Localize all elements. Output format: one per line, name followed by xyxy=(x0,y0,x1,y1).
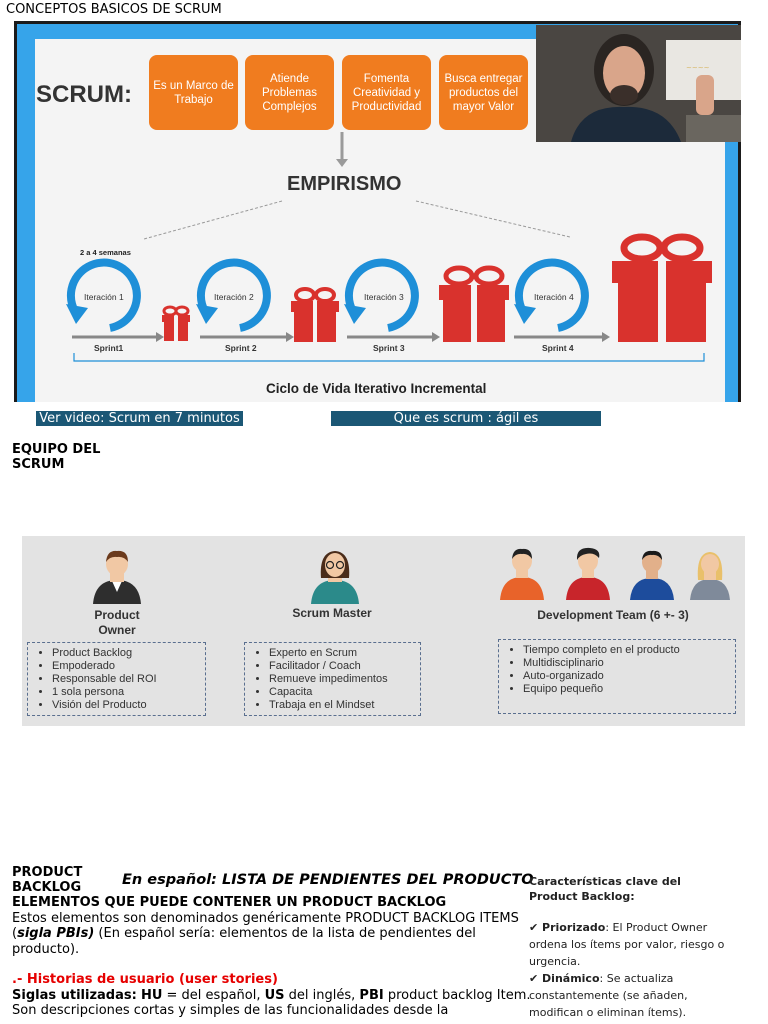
backlog-title: PRODUCT BACKLOG xyxy=(12,865,83,895)
characteristic-dinamico: ✔ Dinámico: Se actualiza constantemente (se añaden, modifican o eliminan ítems). xyxy=(529,972,688,1019)
list-item: • Visión del Producto xyxy=(52,699,199,712)
list-item: • Equipo pequeño xyxy=(523,683,729,696)
user-stories-heading: .- Historias de usuario (user stories) xyxy=(12,972,278,987)
sprint-3-label: Sprint 3 xyxy=(373,343,405,353)
iteration-2-label: Iteración 2 xyxy=(214,292,254,302)
scrum-master-list xyxy=(244,642,421,716)
scrum-team-diagram xyxy=(22,536,745,726)
siglas-line: Siglas utilizadas: HU = del español, US del inglés, PBI product backlog Item. xyxy=(12,987,531,1003)
concept-box-4: Busca entregar productos del mayor Valor xyxy=(439,55,528,130)
list-item: • Capacita xyxy=(269,686,414,699)
scrum-overview-slide xyxy=(14,21,741,402)
product-owner-title: Product Owner xyxy=(94,608,140,637)
list-item: • Trabaja en el Mindset xyxy=(269,699,414,712)
video-link-scrum-7min[interactable]: Ver video: Scrum en 7 minutos xyxy=(36,411,243,426)
concept-box-1: Es un Marco de Trabajo xyxy=(149,55,238,130)
gift-increment-icon xyxy=(610,233,714,343)
sprint-duration: 2 a 4 semanas xyxy=(80,248,131,257)
sprint-1-label: Sprint1 xyxy=(94,343,124,353)
presenter-webcam xyxy=(536,25,741,142)
svg-text:~~~~: ~~~~ xyxy=(686,64,710,72)
developer-avatar-icon xyxy=(498,546,546,600)
dev-team-list xyxy=(498,639,736,714)
backlog-last-line: Son descripciones cortas y simples de las funcionalidades desde la xyxy=(12,1003,449,1018)
empirismo-label: EMPIRISMO xyxy=(287,173,402,195)
gift-increment-icon xyxy=(160,305,192,342)
concept-box-3: Fomenta Creatividad y Productividad xyxy=(342,55,431,130)
list-item: • Responsable del ROI xyxy=(52,673,199,686)
page-title: CONCEPTOS BASICOS DE SCRUM xyxy=(6,2,222,17)
list-item: • Tiempo completo en el producto xyxy=(523,644,729,657)
product-owner-avatar-icon xyxy=(90,548,144,604)
gift-increment-icon xyxy=(289,287,341,343)
developer-avatar-icon xyxy=(688,550,732,600)
sprint-4-label: Sprint 4 xyxy=(542,343,574,353)
backlog-paragraph: Estos elementos son denominados genéricamente PRODUCT BACKLOG ITEMS (sigla PBIs) (En español sería: elementos de la lista de pendientes del producto). xyxy=(12,910,519,957)
list-item: • Auto-organizado xyxy=(523,670,729,683)
concept-box-2: Atiende Problemas Complejos xyxy=(245,55,334,130)
characteristics-title: Características clave del Product Backlog: xyxy=(529,875,681,903)
product-owner-list xyxy=(27,642,206,716)
list-item: • Remueve impedimentos xyxy=(269,673,414,686)
iteration-1-label: Iteración 1 xyxy=(84,292,124,302)
video-link-que-es-scrum[interactable]: Que es scrum : ágil es xyxy=(331,411,601,426)
list-item: • Experto en Scrum xyxy=(269,647,414,660)
characteristic-priorizado: ✔ Priorizado: El Product Owner ordena los ítems por valor, riesgo o urgencia. xyxy=(529,921,725,968)
list-item: • Multidisciplinario xyxy=(523,657,729,670)
backlog-subtitle-es: En español: LISTA DE PENDIENTES DEL PRODUCTO xyxy=(122,872,534,888)
iteration-4-label: Iteración 4 xyxy=(534,292,574,302)
lifecycle-caption: Ciclo de Vida Iterativo Incremental xyxy=(266,381,487,396)
sprint-2-label: Sprint 2 xyxy=(225,343,257,353)
dev-team-title: Development Team (6 +- 3) xyxy=(537,608,689,622)
list-item: • Facilitador / Coach xyxy=(269,660,414,673)
iteration-3-label: Iteración 3 xyxy=(364,292,404,302)
gift-increment-icon xyxy=(437,265,511,343)
backlog-characteristics xyxy=(529,874,729,1021)
developer-avatar-icon xyxy=(628,548,676,600)
team-section-title: EQUIPO DEL SCRUM xyxy=(12,442,101,472)
backlog-body xyxy=(12,895,532,1019)
scrum-master-avatar-icon xyxy=(308,548,362,604)
backlog-heading: ELEMENTOS QUE PUEDE CONTENER UN PRODUCT BACKLOG xyxy=(12,895,447,910)
list-item: • Empoderado xyxy=(52,660,199,673)
scrum-master-title: Scrum Master xyxy=(292,606,372,620)
scrum-label: SCRUM: xyxy=(36,81,132,108)
list-item: • 1 sola persona xyxy=(52,686,199,699)
presenter-icon xyxy=(536,25,741,142)
list-item: • Product Backlog xyxy=(52,647,199,660)
developer-avatar-icon xyxy=(564,546,612,600)
